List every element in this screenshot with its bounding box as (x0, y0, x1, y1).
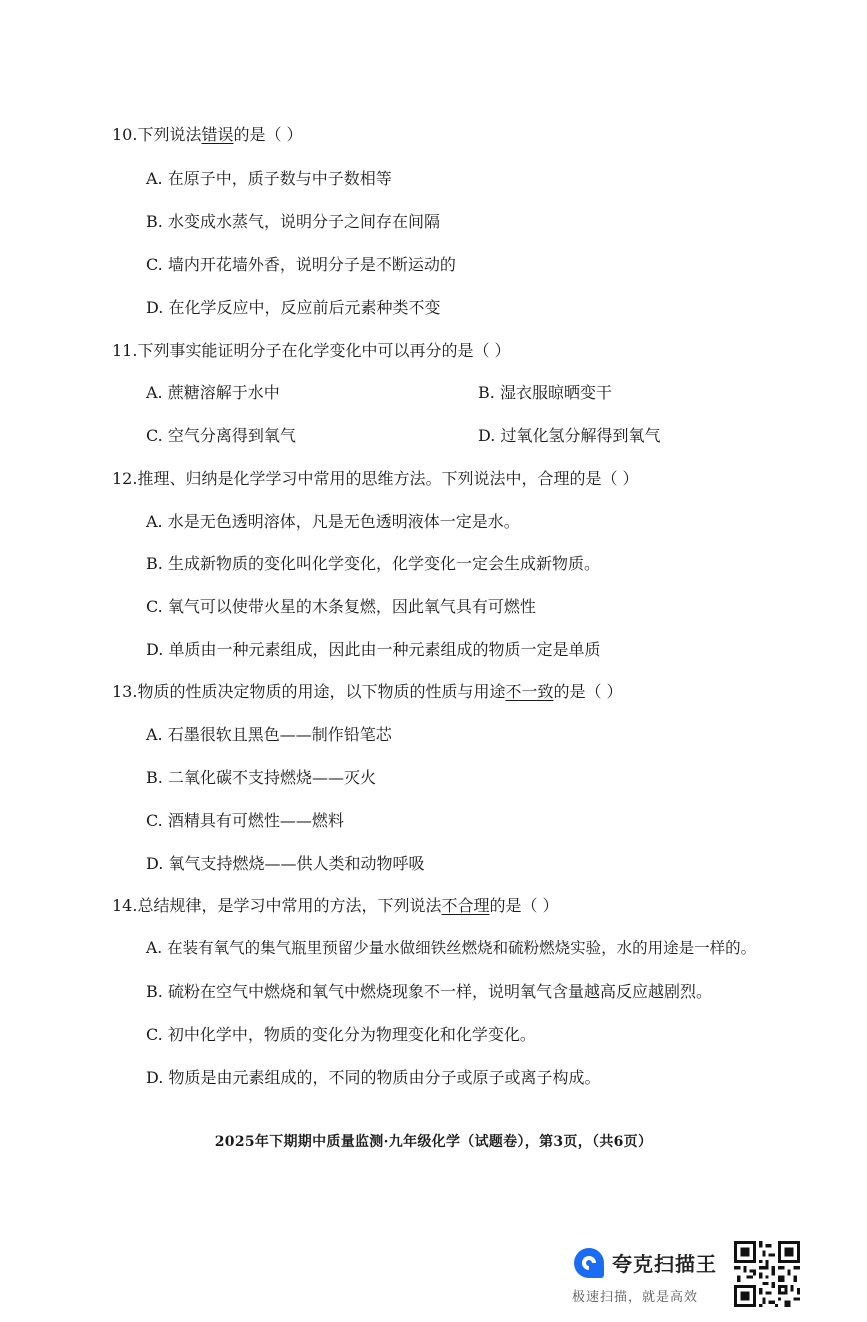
question-10-option-a: A. 在原子中，质子数与中子数相等 (146, 169, 392, 188)
question-13-option-c: C. 酒精具有可燃性——燃料 (146, 811, 344, 830)
qr-code-icon (734, 1241, 800, 1307)
question-10-option-b: B. 水变成水蒸气，说明分子之间存在间隔 (146, 212, 440, 231)
question-12-stem: 12.推理、归纳是化学学习中常用的思维方法。下列说法中，合理的是（ ） (112, 469, 639, 488)
question-14-option-a: A. 在装有氧气的集气瓶里预留少量水做细铁丝燃烧和硫粉燃烧实验，水的用途是一样的。 (146, 939, 757, 957)
page-footer: 2025年下期期中质量监测·九年级化学（试题卷），第3页，（共6页） (214, 1134, 653, 1150)
question-13-stem: 13.物质的性质决定物质的用途，以下物质的性质与用途不一致的是（ ） (112, 682, 623, 701)
question-11-option-b: B. 湿衣服晾晒变干 (478, 383, 612, 402)
question-13-option-a: A. 石墨很软且黑色——制作铅笔芯 (146, 725, 392, 744)
question-10-stem: 10.下列说法错误的是（ ） (112, 125, 303, 144)
question-14-option-c: C. 初中化学中，物质的变化分为物理变化和化学变化。 (146, 1025, 536, 1044)
scanner-watermark (570, 1244, 730, 1308)
question-10-option-d: D. 在化学反应中，反应前后元素种类不变 (146, 298, 441, 317)
watermark-slogan: 极速扫描，就是高效 (572, 1290, 699, 1305)
question-11-option-c: C. 空气分离得到氧气 (146, 426, 296, 445)
question-11-stem: 11.下列事实能证明分子在化学变化中可以再分的是（ ） (112, 341, 511, 360)
quark-logo-icon (572, 1246, 606, 1280)
question-13-option-d: D. 氧气支持燃烧——供人类和动物呼吸 (146, 854, 425, 873)
watermark-brand-name: 夸克扫描王 (612, 1252, 717, 1276)
question-12-option-b: B. 生成新物质的变化叫化学变化，化学变化一定会生成新物质。 (146, 554, 600, 573)
question-12-option-c: C. 氧气可以使带火星的木条复燃，因此氧气具有可燃性 (146, 597, 536, 616)
question-14-stem: 14.总结规律，是学习中常用的方法，下列说法不合理的是（ ） (112, 896, 559, 915)
question-13-option-b: B. 二氧化碳不支持燃烧——灭火 (146, 768, 376, 787)
question-11-option-a: A. 蔗糖溶解于水中 (146, 383, 280, 402)
question-12-option-a: A. 水是无色透明溶体，凡是无色透明液体一定是水。 (146, 512, 520, 531)
question-14-option-b: B. 硫粉在空气中燃烧和氧气中燃烧现象不一样，说明氧气含量越高反应越剧烈。 (146, 982, 712, 1001)
question-14-option-d: D. 物质是由元素组成的，不同的物质由分子或原子或离子构成。 (146, 1068, 601, 1087)
question-10-option-c: C. 墙内开花墙外香，说明分子是不断运动的 (146, 255, 456, 274)
question-11-option-d: D. 过氧化氢分解得到氧气 (478, 426, 661, 445)
question-12-option-d: D. 单质由一种元素组成，因此由一种元素组成的物质一定是单质 (146, 640, 601, 659)
